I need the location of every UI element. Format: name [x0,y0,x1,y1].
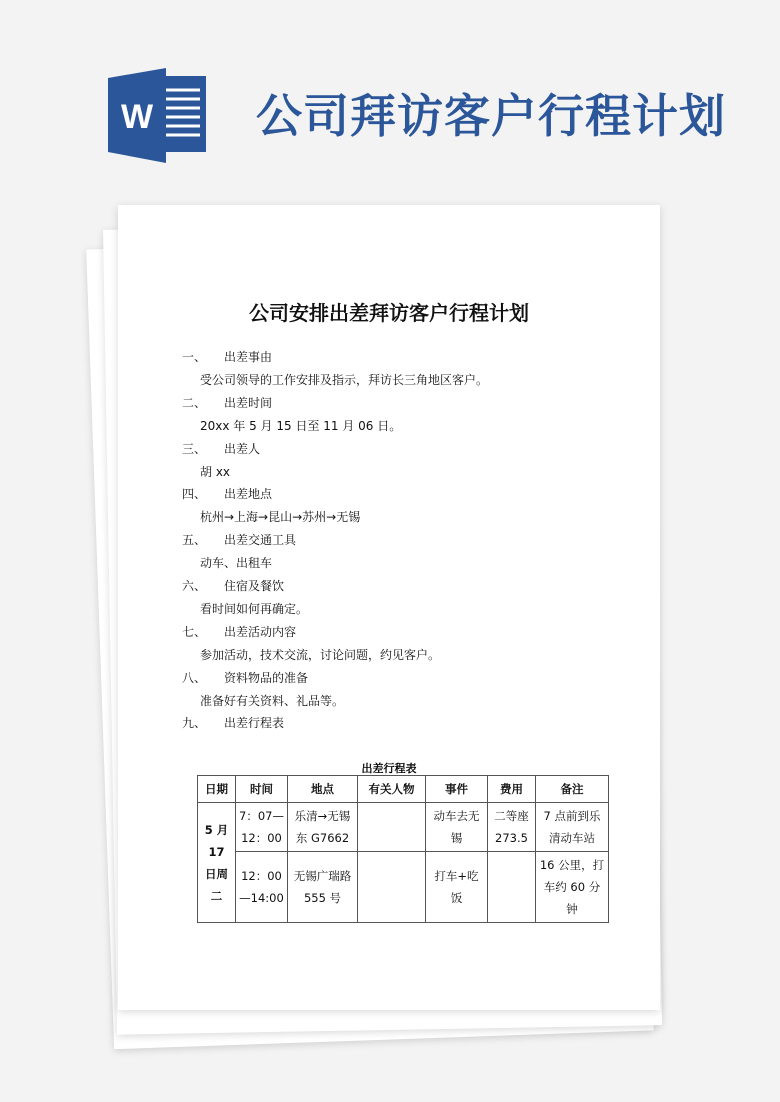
section-number: 六、 [182,579,207,593]
section-number: 四、 [182,487,207,502]
header-cell: 费用 [488,776,536,803]
header-cell: 地点 [288,776,358,803]
event-cell: 打车+吃饭 [426,852,488,923]
section-heading [182,669,308,686]
section-heading-text: 出差地点 [224,487,273,502]
header-cell: 日期 [198,776,236,803]
table-header-row [198,776,609,803]
time-cell: 12：00—14:00 [236,852,288,923]
section-heading-text: 出差行程表 [224,716,285,731]
event-cell: 动车去无锡 [426,803,488,852]
people-cell [358,852,426,923]
place-cell: 无锡广瑞路 555 号 [288,852,358,923]
document-title: 公司安排出差拜访客户行程计划 [249,301,529,325]
table-row [198,803,609,852]
document-page [118,205,660,1010]
table-caption: 出差行程表 [361,762,417,775]
table-row [198,852,609,923]
header-cell: 事件 [426,776,488,803]
note-cell: 16 公里，打车约 60 分钟 [536,852,609,923]
section-heading [182,394,272,411]
section-body: 20xx 年 5 月 15 日至 11 月 06 日。 [200,418,402,433]
section-heading-text: 出差交通工具 [224,533,297,548]
section-heading-text: 出差时间 [224,395,273,410]
section-heading [182,348,272,365]
section-body: 胡 xx [200,464,231,479]
section-body: 看时间如何再确定。 [200,602,309,616]
section-body: 准备好有关资料、礼品等。 [200,693,345,708]
section-body: 动车、出租车 [200,556,273,571]
section-heading-text: 出差活动内容 [224,624,297,639]
section-body: 参加活动，技术交流，讨论问题，约见客户。 [200,647,441,662]
section-number: 九、 [182,716,207,731]
time-cell: 7：07—12：00 [236,803,288,852]
header-cell: 有关人物 [358,776,426,803]
svg-text:W: W [120,98,154,136]
section-heading [182,485,272,502]
section-heading [182,531,296,548]
section-heading-text: 出差事由 [224,350,273,364]
section-heading [182,440,260,457]
cost-cell: 二等座 273.5 [488,803,536,852]
note-cell: 7 点前到乐清动车站 [536,803,609,852]
section-number: 五、 [182,533,207,548]
header-cell: 时间 [236,776,288,803]
section-heading [182,714,284,731]
word-logo-icon [108,68,208,163]
section-heading [182,623,296,640]
section-body: 杭州→上海→昆山→苏州→无锡 [200,510,361,525]
section-body: 受公司领导的工作安排及指示，拜访长三角地区客户。 [200,373,489,387]
section-heading [182,577,284,594]
itinerary-table [197,775,609,923]
section-heading-text: 住宿及餐饮 [224,579,285,593]
section-number: 七、 [182,624,207,639]
section-number: 三、 [182,441,207,456]
header-cell: 备注 [536,776,609,803]
section-number: 八、 [182,670,207,685]
section-heading-text: 资料物品的准备 [224,670,309,685]
section-number: 二、 [182,395,207,410]
banner-title: 公司拜访客户行程计划 [256,89,726,143]
cost-cell [488,852,536,923]
people-cell [358,803,426,852]
section-number: 一、 [182,350,207,364]
place-cell: 乐清→无锡东 G7662 [288,803,358,852]
date-cell: 5 月 17 日周二 [198,803,236,923]
section-heading-text: 出差人 [224,441,261,456]
